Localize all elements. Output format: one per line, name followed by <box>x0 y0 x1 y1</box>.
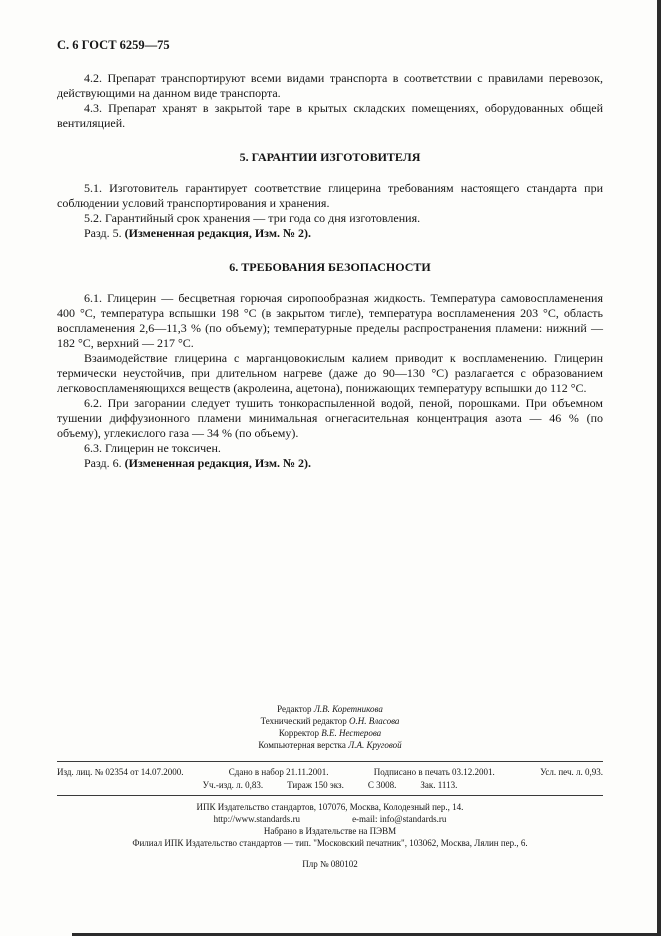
paragraph-6-3: 6.3. Глицерин не токсичен. <box>84 441 221 455</box>
paragraph-4-3: 4.3. Препарат хранят в закрытой таре в крытых складских помещениях, оборудованных общей вентиляцией. <box>57 101 603 130</box>
credit-line-layout <box>57 739 603 751</box>
credit-role: Технический редактор <box>260 716 347 726</box>
divider-rule-top <box>57 761 603 762</box>
credit-name: О.Н. Власова <box>349 716 400 726</box>
razd-6-amendment: (Измененная редакция, Изм. № 2). <box>124 456 312 470</box>
colophon <box>57 703 603 870</box>
imprint-line-1 <box>57 766 603 778</box>
credit-name: В.Е. Нестерова <box>321 728 382 738</box>
imprint-typeset-date: Сдано в набор 21.11.2001. <box>228 767 329 777</box>
credits-block <box>57 703 603 751</box>
paragraph-6-1b: Взаимодействие глицерина с марганцовокислым калием приводит к воспламенению. Глицерин термически неустойчив, при длительном нагреве (даже до 90—130 °С) разлагается с образованием легковоспламеняющихся веществ (акролеина, ацетона), понижающих температуру вспышки до 112 °С. <box>57 351 603 395</box>
section-heading-5: 5. ГАРАНТИИ ИЗГОТОВИТЕЛЯ <box>239 150 421 164</box>
credit-line-tech-editor <box>57 715 603 727</box>
publisher-typeset-note: Набрано в Издательстве на ПЭВМ <box>263 826 397 836</box>
publisher-url: http://www.standards.ru <box>213 814 301 824</box>
paragraph-5-2: 5.2. Гарантийный срок хранения — три года со дня изготовления. <box>84 211 421 225</box>
credit-name: Л.А. Круговой <box>348 740 402 750</box>
credit-role: Компьютерная верстка <box>258 740 346 750</box>
publisher-email: e-mail: info@standards.ru <box>352 814 447 824</box>
credit-role: Редактор <box>277 704 312 714</box>
imprint-press-sheets: Усл. печ. л. 0,93. <box>540 767 603 777</box>
imprint-print-date: Подписано в печать 03.12.2001. <box>373 767 495 777</box>
paragraph-6-2: 6.2. При загорании следует тушить тонкораспыленной водой, пеной, порошками. При объемном тушении диффузионного пламени минимальная огнегасительная концентрация азота — 46 % (по объему), углекислого газа — 34 % (по объему). <box>57 396 603 440</box>
page-header: С. 6 ГОСТ 6259—75 <box>57 38 170 52</box>
imprint-license: Изд. лиц. № 02354 от 14.07.2000. <box>57 767 184 777</box>
publisher-address: ИПК Издательство стандартов, 107076, Москва, Колодезный пер., 14. <box>196 802 464 812</box>
publisher-branch: Филиал ИПК Издательство стандартов — тип. "Московский печатник", 103062, Москва, Лялин пер., 6. <box>132 838 528 848</box>
razd-5-note <box>57 226 603 241</box>
paragraph-6-1a: 6.1. Глицерин — бесцветная горючая сиропообразная жидкость. Температура самовоспламенения 400 °С, температура вспышки 198 °С (в закрытом тигле), температура воспламенения 203 °С, область воспламенения 2,6—11,3 % (по объему); температурные пределы распространения пламени: нижний — 182 °С, верхний — 217 °С. <box>57 291 603 350</box>
razd-6-note <box>57 456 603 471</box>
imprint-pub-sheets: Уч.-изд. л. 0,83. <box>202 780 264 790</box>
credit-role: Корректор <box>278 728 319 738</box>
imprint-print-run: Тираж 150 экз. <box>287 780 344 790</box>
publisher-contacts <box>57 813 603 825</box>
credit-line-editor <box>57 703 603 715</box>
razd-6-prefix: Разд. 6. <box>84 456 125 470</box>
credit-name: Л.В. Коретникова <box>313 704 383 714</box>
paragraph-5-1: 5.1. Изготовитель гарантирует соответствие глицерина требованиям настоящего стандарта при соблюдении условий транспортирования и хранения. <box>57 181 603 210</box>
paragraph-4-2: 4.2. Препарат транспортируют всеми видами транспорта в соответствии с правилами перевозок, действующими на данном виде транспорта. <box>57 71 603 100</box>
credit-line-proofreader <box>57 727 603 739</box>
razd-5-amendment: (Измененная редакция, Изм. № 2). <box>124 226 312 240</box>
imprint-order-number: Зак. 1113. <box>420 780 458 790</box>
divider-rule-bottom <box>57 795 603 796</box>
scan-artifact-right-edge <box>657 0 661 936</box>
section-heading-6: 6. ТРЕБОВАНИЯ БЕЗОПАСНОСТИ <box>229 260 431 274</box>
publisher-permit-number: Плр № 080102 <box>302 859 358 869</box>
razd-5-prefix: Разд. 5. <box>84 226 125 240</box>
publisher-block <box>57 801 603 870</box>
imprint-c-number: С 3008. <box>367 780 397 790</box>
imprint-line-2 <box>57 779 603 791</box>
